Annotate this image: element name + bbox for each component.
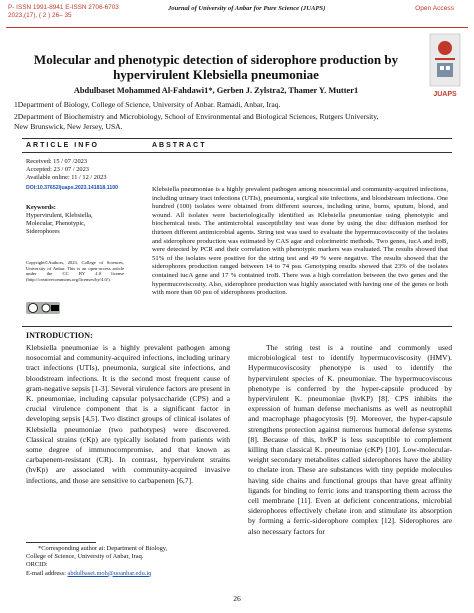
email-link[interactable]: abdulbaset.moh@uoanbar.edu.iq xyxy=(67,569,152,577)
logo-text: JUAPS xyxy=(433,91,457,98)
info-bottom-rule xyxy=(22,152,452,153)
affiliation-1: 1Department of Biology, College of Science, University of Anbar. Ramadi, Anbar, Iraq. xyxy=(14,100,281,109)
keyword-line-2: Molecular, Phenotypic, xyxy=(26,220,86,227)
orcid-label: ORCID: xyxy=(26,561,48,569)
accepted-date: Accepted: 23 / 07 / 2023 xyxy=(26,166,90,173)
title-line-1: Molecular and phenotypic detection of siderophore production by xyxy=(33,52,399,67)
header-divider xyxy=(6,27,468,28)
keyword-line-3: Siderophores xyxy=(26,228,60,235)
footnote-rule xyxy=(26,542,96,543)
doi-link[interactable]: DOI:10.37652/juaps.2023.141818.1100 xyxy=(26,185,119,191)
year-volume-text: 2023,(17), ( 2 ) 26– 35 xyxy=(8,12,72,19)
abstract-label: ABSTRACT xyxy=(152,142,207,149)
email-line xyxy=(26,570,236,578)
open-access-label[interactable]: Open Access xyxy=(415,5,454,12)
keywords-block xyxy=(26,204,146,236)
issn-line xyxy=(8,4,119,20)
keyword-line-1: Hypervirulent, Klebsiella, xyxy=(26,212,93,219)
introduction-heading: INTRODUCTION: xyxy=(26,331,93,340)
intro-column-1: Klebsiella pneumoniae is a highly prevalent pathogen among nosocomial and community-acquired infections, including urinary tract infections (UTIs), pneumonia, surgical site infections, and bloodstream infections. It is the second most frequent cause of gram-negative sepsis [1-3]. Several virulence factors are present in K. pneumoniae, including capsular polysaccharide (CPS) and a crucial virulence component that is a significant factor in developing sepsis [4,5]. Two distinct groups of clinical isolates of Klebsiella pneumoniae (two pathotypes) were discovered. Classical strains (cKp) are typically isolated from patients with some degree of immunocompromise, and that known as carbapenem-resistant (CR). In contrast, hypervirulent strains (hvKp) are associated with community-acquired invasive infections, and those are sensitive to carbapenem [6,7]. xyxy=(26,343,230,485)
article-info xyxy=(26,158,146,182)
received-date: Received: 15 / 07 /2023 xyxy=(26,158,88,165)
intro-column-2: The string test is a routine and commonly used microbiological test to identify hypermucoviscosity (HMV). Hypermucoviscosity phenotype is used to identify the hypervirulent species of K. pneumoniae. The hypermucoviscous phenotype is conferred by the hyper-capsule produced by hypervirulent K. pneumoniae (hvKP) [8]. CPS inhibits the expression of human defense mechanisms as well as neutrophil and macrophage phagocytosis [9]. Moreover, the hyper-capsule strengthens protection against numerous humoral defense systems [8]. Because of this, hvKP is less susceptible to complement killing than classical K. pneumoniae (cKP) [10]. Low-molecular-weight secondary metabolites called siderophores have the ability to chelate iron. These are substances with tiny peptide molecules having side chains and functional groups that have great affinity ligands for binding to ferric ions and transporting them across the cell membrane [11]. Even at deficient concentrations, microbial siderophores effectively chelate iron and stimulate its absorption by forming a ferric-siderophore complex [12]. Siderophores are also necessary factors for xyxy=(248,343,452,536)
article-info-label: ARTICLE INFO xyxy=(26,142,99,149)
affiliation-2: 2Department of Biochemistry and Microbiology, School of Environmental and Biological Sciences, Rutgers University, xyxy=(14,112,379,121)
article-title xyxy=(6,52,426,82)
keywords-label: Keywords: xyxy=(26,204,56,211)
abstract-text: Klebsiella pneumoniae is a highly prevalent pathogen among nosocomial and community-acquired infections, including urinary tract infections (UTIs), pneumonia, surgical site infections, and bloodstream infections. One hundred (100) isolates were obtained from different sources, including urine, burns, sputum, blood, and wound. All isolates were bacteriologically identified as Klebsiella pneumoniae using phenotypic and biochemical tests. The antimicrobial susceptibility test was done by using the disc diffusion method for thirteen different antimicrobial agents. String test was used to evaluate the hypermucoviscosity of the isolates and siderophore production was estimated by CAS agar and colorimetric methods. Two genes, iucA and iroB, were detected by PCR and their correlation with phenotypic markers was evaluated. The results showed that 51% of the isolates were positive for the string test and 49 % were negative. The results showed that the siderophores production ranged between 14 to 74 psu. Genotyping results showed that 23% of the isolates contained iucA gene and 17 % contained iroB. There was a high correlation between the two genes and the hypermucoviscosity. Also, siderophore production was highly associated with having one of the genes or both with more than 60 psu of siderophores production. xyxy=(152,186,448,297)
abstract-end-rule xyxy=(22,326,452,327)
copyright-notice: Copyright©Authors, 2023, College of Sciences, University of Anbar. This is an open-access article under the CC BY 4.0 license (http://creativecommons.org/licenses/by/4.0/). xyxy=(26,260,124,282)
corresponding-affiliation: College of Science, University of Anbar, Iraq. xyxy=(26,553,144,561)
journal-name: Journal of University of Anbar for Pure Science (JUAPS) xyxy=(168,5,326,12)
issn-text: P- ISSN 1991-8941 E-ISSN 2706-6703 xyxy=(8,4,119,11)
cc-by-license-icon[interactable] xyxy=(26,302,60,314)
footnote xyxy=(26,545,236,578)
affiliation-2-continued: New Brunswick, New Jersey, USA. xyxy=(14,122,123,131)
online-date: Available online: 11 / 12 / 2023 xyxy=(26,174,107,181)
corresponding-author: *Corresponding author at: Department of Biology, xyxy=(38,545,168,552)
page-number: 26 xyxy=(233,594,241,603)
info-top-rule xyxy=(22,138,452,139)
email-label: E-mail address: xyxy=(26,569,68,577)
title-line-2: hypervirulent Klebsiella pneumoniae xyxy=(113,67,319,82)
author-list: Abdulbaset Mohammed Al-Fahdawi1*, Gerben J. Zylstra2, Thamer Y. Mutter1 xyxy=(73,86,359,95)
journal-logo-icon xyxy=(426,32,464,104)
